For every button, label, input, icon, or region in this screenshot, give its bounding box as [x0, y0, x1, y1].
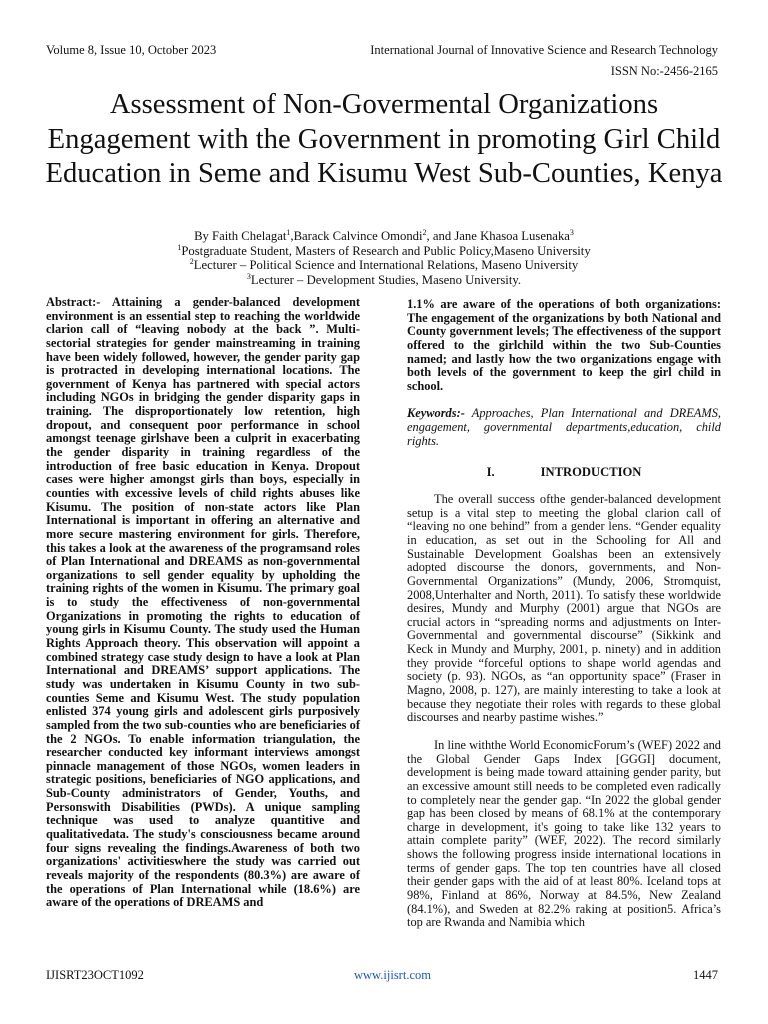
- paper-title: Assessment of Non-Govermental Organizations Engagement with the Government in promoting Girl Child Education in Seme and Kisumu West Sub-Counties, Kenya: [45, 89, 723, 189]
- left-column: [46, 296, 360, 910]
- affiliation-2-text: Lecturer – Political Science and International Relations, Maseno University: [193, 258, 579, 272]
- section-title: INTRODUCTION: [540, 465, 642, 480]
- affiliation-2: [80, 258, 688, 273]
- intro-paragraph-2: In line withthe World EconomicForum’s (WEF) 2022 and the Global Gender Gaps Index [GGGI] document, development is being made toward attaining gender parity, but an excessive amount still needs to be completed even radically to completely near the gender gap. “In 2022 the global gender gap has been closed by means of 68.1% at the contemporary charge in development, it's going to take like 132 years to attain complete parity” (WEF, 2022). The record similarly shows the following progress inside international locations in terms of gender gaps. The top ten countries have all closed their gender gaps with the aid of at least 80%. Iceland tops at 98%, Finland at 86%, Norway at 84.5%, New Zealand (84.1%), and Sweden at 82.2% raking at position5. Africa’s top are Rwanda and Namibia which: [407, 737, 721, 930]
- header-issn: ISSN No:-2456-2165: [610, 64, 718, 78]
- affiliation-1-text: Postgraduate Student, Masters of Research and Public Policy,Maseno University: [181, 243, 591, 258]
- section-number: I.: [486, 465, 495, 480]
- header-journal: International Journal of Innovative Science and Research Technology: [370, 43, 718, 57]
- affiliation-3-text: Lecturer – Development Studies, Maseno University.: [250, 272, 522, 287]
- section-heading: [407, 466, 721, 480]
- author-3: , and Jane Khasoa Lusenaka: [426, 229, 570, 243]
- affiliation-2-sup: 2: [189, 256, 194, 266]
- keywords-text: Approaches, Plan International and DREAMS, engagement, governmental departments,education, child rights.: [407, 406, 721, 448]
- footer-url-link[interactable]: www.ijisrt.com: [354, 968, 431, 982]
- affiliation-1-sup: 1: [177, 242, 182, 252]
- affiliation-3-sup: 3: [246, 271, 251, 281]
- footer-id: IJISRT23OCT1092: [46, 968, 144, 982]
- header-volume: Volume 8, Issue 10, October 2023: [46, 43, 217, 57]
- author-by: By: [194, 229, 213, 243]
- author-2: ,Barack Calvince Omondi: [290, 229, 423, 243]
- author-block: [80, 229, 688, 287]
- intro-paragraph-1: The overall success ofthe gender-balanced development setup is a vital step to meeting the global clarion call of “leaving no one behind” from a gender lens. “Gender equality in education, as set out in the Schooling for All and Sustainable Development Goalshas been an extensively adopted discourse the donors, governments, and Non-Governmental Organizations” (Mundy, 2006, Stromquist, 2008,Unterhalter and North, 2011). To satisfy these worldwide desires, Mundy and Murphy (2001) argue that NGOs are crucial actors in “spreading norms and adjustments on Inter-Governmental and governmental discourse” (Sikkink and Keck in Mundy and Murphy, 2001, p. ninety) and in addition they provide “forceful options to shape world agendas and society (p. 93). NGOs, as “an opportunity space” (Fraser in Magno, 2008, p. 127), are mainly interesting to take a look at because they negotiate their roles with regards to these global discourses and nearby pastime wishes.”: [407, 492, 721, 725]
- keywords-label: Keywords:-: [407, 406, 465, 421]
- abstract-continuation: 1.1% are aware of the operations of both organizations: The engagement of the organizations by both National and County government levels; The effectiveness of the support offered to the girlchild within the two Sub-Counties named; and lastly how the two organizations engage with both levels of the government to keep the girl child in school.: [407, 297, 721, 393]
- affiliation-1: [80, 244, 688, 259]
- keywords: [407, 407, 721, 448]
- author-3-sup: 3: [569, 227, 574, 237]
- footer-page-number: 1447: [693, 968, 718, 982]
- author-line: [80, 229, 688, 244]
- author-1: Faith Chelagat: [212, 229, 287, 243]
- abstract-text: Abstract:- Attaining a gender-balanced development environment is an essential step to reaching the worldwide clarion call of “leaving nobody at the back ”. Multi-sectorial strategies for gender mainstreaming in training have been widely followed, however, the gender parity gap is protracted in developing international locations. The government of Kenya has partnered with special actors including NGOs in bridging the gender disparity gaps in training. The disproportionately low retention, high dropout, and consequent poor performance in school amongst teenage girlshave been a culprit in exacerbating the gender disparity in training regardless of the introduction of free basic education in Kenya. Dropout cases were higher amongst girls than boys, especially in counties with excessive levels of child rights abuses like Kisumu. The position of non-state actors like Plan International is important in offering an alternative and more secure mastering environment for girls. Therefore, this takes a look at the awareness of the programsand roles of Plan International and DREAMS as non-governmental organizations to sell gender equality by upholding the training rights of the women in Kisumu. The primary goal is to study the effectiveness of non-governmental Organizations in promoting the rights to education of young girls in Kisumu County. The study used the Human Rights Approach theory. This observation will appoint a combined strategy case study design to have a look at Plan International and DREAMS’ support applications. The study was undertaken in Kisumu County in two sub-counties Seme and Kisumu West. The study population enlisted 374 young girls and adolescent girls purposively sampled from the two sub-counties who are beneficiaries of the 2 NGOs. To enable information triangulation, the researcher conducted key informant interviews amongst pinnacle management of those NGOs, women leaders in strategic positions, beneficiaries of NGO applications, and Sub-County administrators of Gender, Youths, and Personswith Disabilities (PWDs). A unique sampling technique was used to analyze quantitive and qualitativedata. The study's consciousness became around four signs revealing the findings.Awareness of both two organizations' activitieswhere the study was carried out reveals majority of the respondents (80.3%) are aware of the operations of Plan International while (18.6%) are aware of the operations of DREAMS and: [46, 295, 360, 910]
- author-2-sup: 2: [422, 227, 427, 237]
- author-1-sup: 1: [286, 227, 291, 237]
- right-column: [407, 298, 721, 930]
- affiliation-3: [80, 273, 688, 288]
